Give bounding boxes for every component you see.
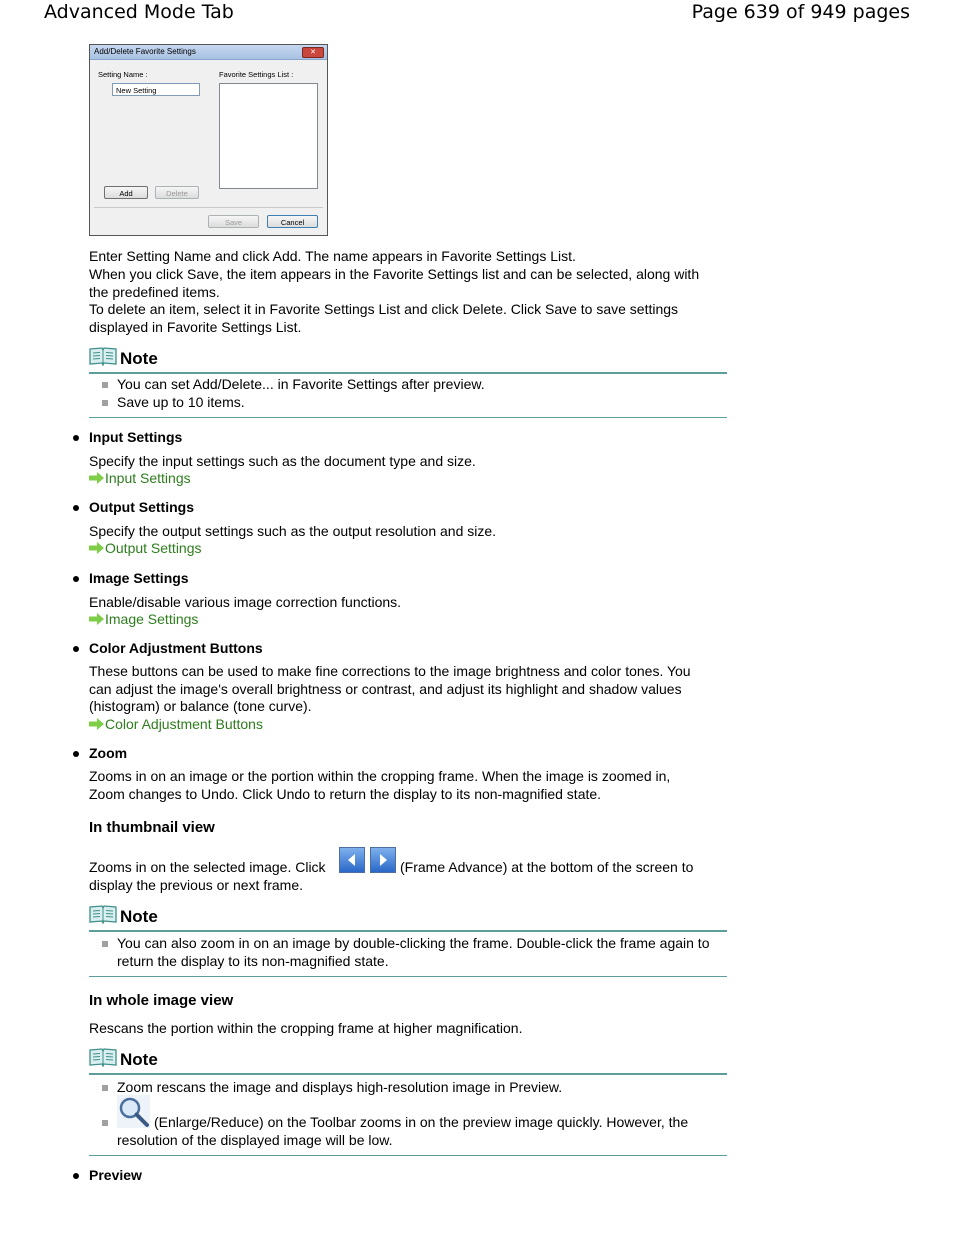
setting-name-input[interactable]: New Setting xyxy=(112,83,200,96)
note-title: Note xyxy=(120,1050,158,1069)
arrow-right-icon xyxy=(89,718,104,730)
bullet-icon xyxy=(73,576,79,582)
bullet-icon xyxy=(73,505,79,511)
section-text: These buttons can be used to make fine corrections to the image brightness and color tones. You can adjust the image's overall brightness or contrast, and adjust its highlight and shadow values (histogram) or balance (tone curve). xyxy=(89,663,691,715)
note-end-rule xyxy=(89,1155,727,1156)
thumbnail-text-line2: display the previous or next frame. xyxy=(89,877,303,893)
note-end-rule xyxy=(89,976,727,977)
frame-advance-prev-button xyxy=(339,847,365,873)
link-output-settings[interactable] xyxy=(89,540,202,557)
whole-view-text: Rescans the portion within the cropping frame at higher magnification. xyxy=(89,1020,523,1036)
dialog-separator xyxy=(94,207,323,208)
book-icon xyxy=(89,1047,117,1067)
subheading-whole-image-view: In whole image view xyxy=(89,992,234,1009)
note-item: Zoom rescans the image and displays high-resolution image in Preview. xyxy=(117,1079,563,1095)
intro-paragraph-1: Enter Setting Name and click Add. The name appears in Favorite Settings List. xyxy=(89,248,576,264)
setting-name-label: Setting Name : xyxy=(98,70,148,79)
close-icon[interactable]: ✕ xyxy=(302,47,324,58)
section-text: Specify the input settings such as the document type and size. xyxy=(89,453,476,469)
add-delete-favorite-dialog xyxy=(89,44,328,236)
square-bullet-icon xyxy=(102,941,108,947)
intro-paragraph-2: When you click Save, the item appears in the Favorite Settings list and can be selected, along with the predefined items. xyxy=(89,266,700,300)
magnifier-icon xyxy=(117,1095,150,1128)
link-label[interactable]: Color Adjustment Buttons xyxy=(105,716,263,732)
link-image-settings[interactable] xyxy=(89,611,198,628)
book-icon xyxy=(89,346,117,366)
square-bullet-icon xyxy=(102,400,108,406)
section-title-input-settings: Input Settings xyxy=(89,429,183,445)
thumbnail-text-start: Zooms in on the selected image. Click xyxy=(89,859,326,875)
note-item: You can also zoom in on an image by double-clicking the frame. Double-click the frame again to return the display to its non-magnified state. xyxy=(117,935,710,969)
section-text: Specify the output settings such as the output resolution and size. xyxy=(89,523,497,539)
section-title-preview: Preview xyxy=(89,1167,142,1183)
note-item: Save up to 10 items. xyxy=(117,394,245,410)
square-bullet-icon xyxy=(102,382,108,388)
note-header xyxy=(89,1047,727,1075)
book-icon xyxy=(89,904,117,924)
add-button[interactable]: Add xyxy=(104,186,148,199)
favorite-settings-list[interactable] xyxy=(219,83,318,189)
note-title: Note xyxy=(120,907,158,926)
dialog-title: Add/Delete Favorite Settings xyxy=(94,47,196,56)
note-header xyxy=(89,904,727,932)
section-title-output-settings: Output Settings xyxy=(89,499,194,515)
bullet-icon xyxy=(73,1173,79,1179)
intro-paragraph-3: To delete an item, select it in Favorite Settings List and click Delete. Click Save to save settings displayed in Favorite Settings List. xyxy=(89,301,679,335)
note-title: Note xyxy=(120,349,158,368)
save-button[interactable]: Save xyxy=(208,215,259,228)
page-header-title: Advanced Mode Tab xyxy=(44,1,234,23)
section-text: Enable/disable various image correction functions. xyxy=(89,594,402,610)
section-title-color-adjustment: Color Adjustment Buttons xyxy=(89,640,263,656)
link-label[interactable]: Output Settings xyxy=(105,540,202,556)
cancel-button[interactable]: Cancel xyxy=(267,215,318,228)
note-end-rule xyxy=(89,417,727,418)
bullet-icon xyxy=(73,646,79,652)
arrow-left-icon xyxy=(340,848,364,872)
arrow-right-icon xyxy=(89,613,104,625)
dialog-title-bar xyxy=(90,45,327,60)
note-item-continued: resolution of the displayed image will be low. xyxy=(117,1132,393,1148)
section-title-zoom: Zoom xyxy=(89,745,128,761)
square-bullet-icon xyxy=(102,1120,108,1126)
link-input-settings[interactable] xyxy=(89,470,191,487)
link-label[interactable]: Image Settings xyxy=(105,611,199,627)
frame-advance-next-button xyxy=(370,847,396,873)
favorite-list-label: Favorite Settings List : xyxy=(219,70,294,79)
page-number: Page 639 of 949 pages xyxy=(691,1,910,23)
delete-button[interactable]: Delete xyxy=(155,186,199,199)
bullet-icon xyxy=(73,435,79,441)
link-label[interactable]: Input Settings xyxy=(105,470,191,486)
bullet-icon xyxy=(73,751,79,757)
section-title-image-settings: Image Settings xyxy=(89,570,189,586)
note-item: You can set Add/Delete... in Favorite Settings after preview. xyxy=(117,376,485,392)
link-color-adjustment-buttons[interactable] xyxy=(89,716,263,733)
arrow-right-icon xyxy=(89,472,104,484)
section-text: Zooms in on an image or the portion within the cropping frame. When the image is zoomed in, Zoom changes to Undo. Click Undo to return the display to its non-magnified state. xyxy=(89,768,671,802)
thumbnail-text-end: (Frame Advance) at the bottom of the screen to xyxy=(400,859,694,875)
note-header xyxy=(89,346,727,374)
subheading-thumbnail-view: In thumbnail view xyxy=(89,819,215,836)
note-item: (Enlarge/Reduce) on the Toolbar zooms in on the preview image quickly. However, the xyxy=(154,1114,689,1130)
arrow-right-icon xyxy=(371,848,395,872)
square-bullet-icon xyxy=(102,1085,108,1091)
arrow-right-icon xyxy=(89,542,104,554)
